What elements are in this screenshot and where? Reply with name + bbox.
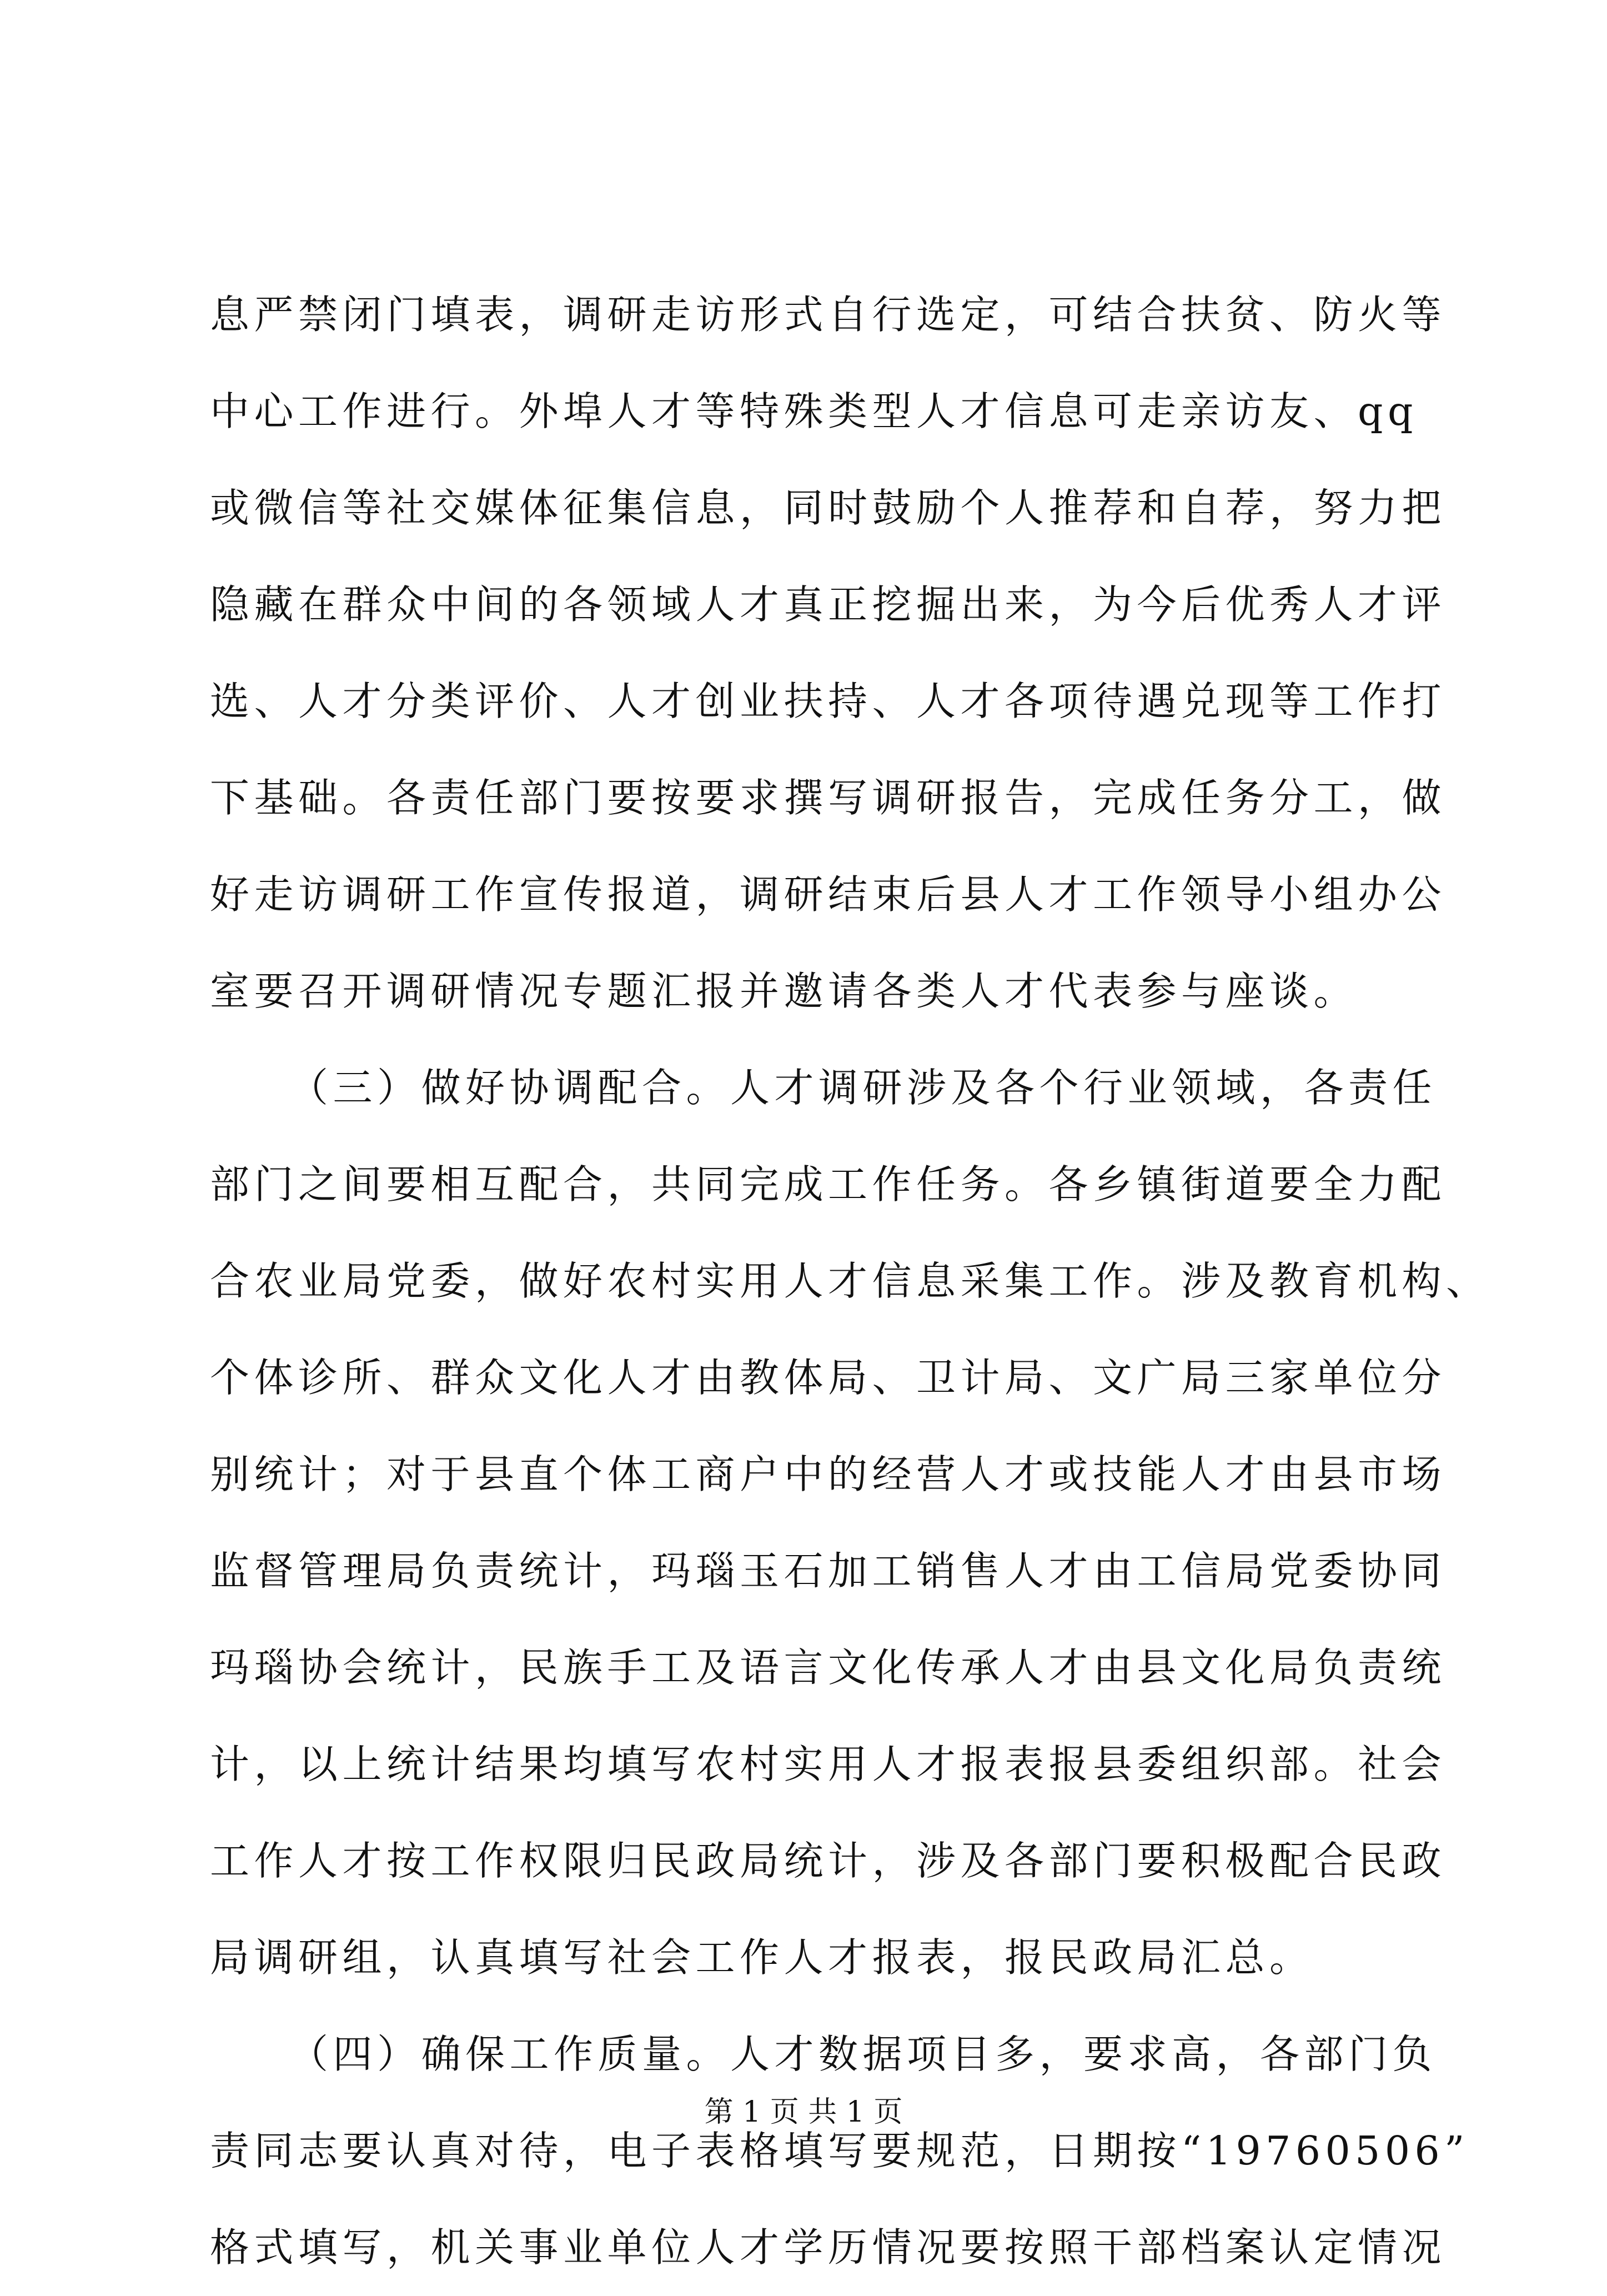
page-footer [0,2093,1607,2132]
text-line: 隐藏在群众中间的各领域人才真正挖掘出来，为今后优秀人才评 [210,581,1447,628]
text-line: 好走访调研工作宣传报道，调研结束后县人才工作领导小组办公 [210,871,1447,918]
text-line: 责同志要认真对待，电子表格填写要规范，日期按“19760506” [210,2128,1469,2174]
text-line: 或微信等社交媒体征集信息，同时鼓励个人推荐和自荐，努力把 [210,485,1447,531]
text-line: 部门之间要相互配合，共同完成工作任务。各乡镇街道要全力配 [210,1161,1447,1207]
text-line: 工作人才按工作权限归民政局统计，涉及各部门要积极配合民政 [210,1838,1447,1884]
text-line: 中心工作进行。外埠人才等特殊类型人才信息可走亲访友、qq [210,388,1418,434]
paragraph-heading-3: （三）做好协调配合。人才调研涉及各个行业领域，各责任 [289,1065,1437,1111]
page-number-label: 第 1 页 共 1 页 [704,2096,903,2129]
text-line: 个体诊所、群众文化人才由教体局、卫计局、文广局三家单位分 [210,1355,1447,1401]
paragraph-heading-4: （四）确保工作质量。人才数据项目多，要求高，各部门负 [289,2031,1437,2077]
text-line: 室要召开调研情况专题汇报并邀请各类人才代表参与座谈。 [210,968,1358,1014]
text-line: 计，以上统计结果均填写农村实用人才报表报县委组织部。社会 [210,1741,1447,1787]
text-line: 格式填写，机关事业单位人才学历情况要按照干部档案认定情况 [210,2224,1447,2270]
text-line: 下基础。各责任部门要按要求撰写调研报告，完成任务分工，做 [210,775,1447,821]
document-body [210,267,1490,2296]
text-line: 息严禁闭门填表，调研走访形式自行选定，可结合扶贫、防火等 [210,292,1447,338]
text-line: 合农业局党委，做好农村实用人才信息采集工作。涉及教育机构、 [210,1258,1490,1304]
text-line: 监督管理局负责统计，玛瑙玉石加工销售人才由工信局党委协同 [210,1548,1447,1594]
text-line: 局调研组，认真填写社会工作人才报表，报民政局汇总。 [210,1934,1314,1981]
text-line: 玛瑙协会统计，民族手工及语言文化传承人才由县文化局负责统 [210,1645,1447,1691]
text-line: 别统计；对于县直个体工商户中的经营人才或技能人才由县市场 [210,1451,1447,1497]
text-line: 选、人才分类评价、人才创业扶持、人才各项待遇兑现等工作打 [210,678,1447,724]
